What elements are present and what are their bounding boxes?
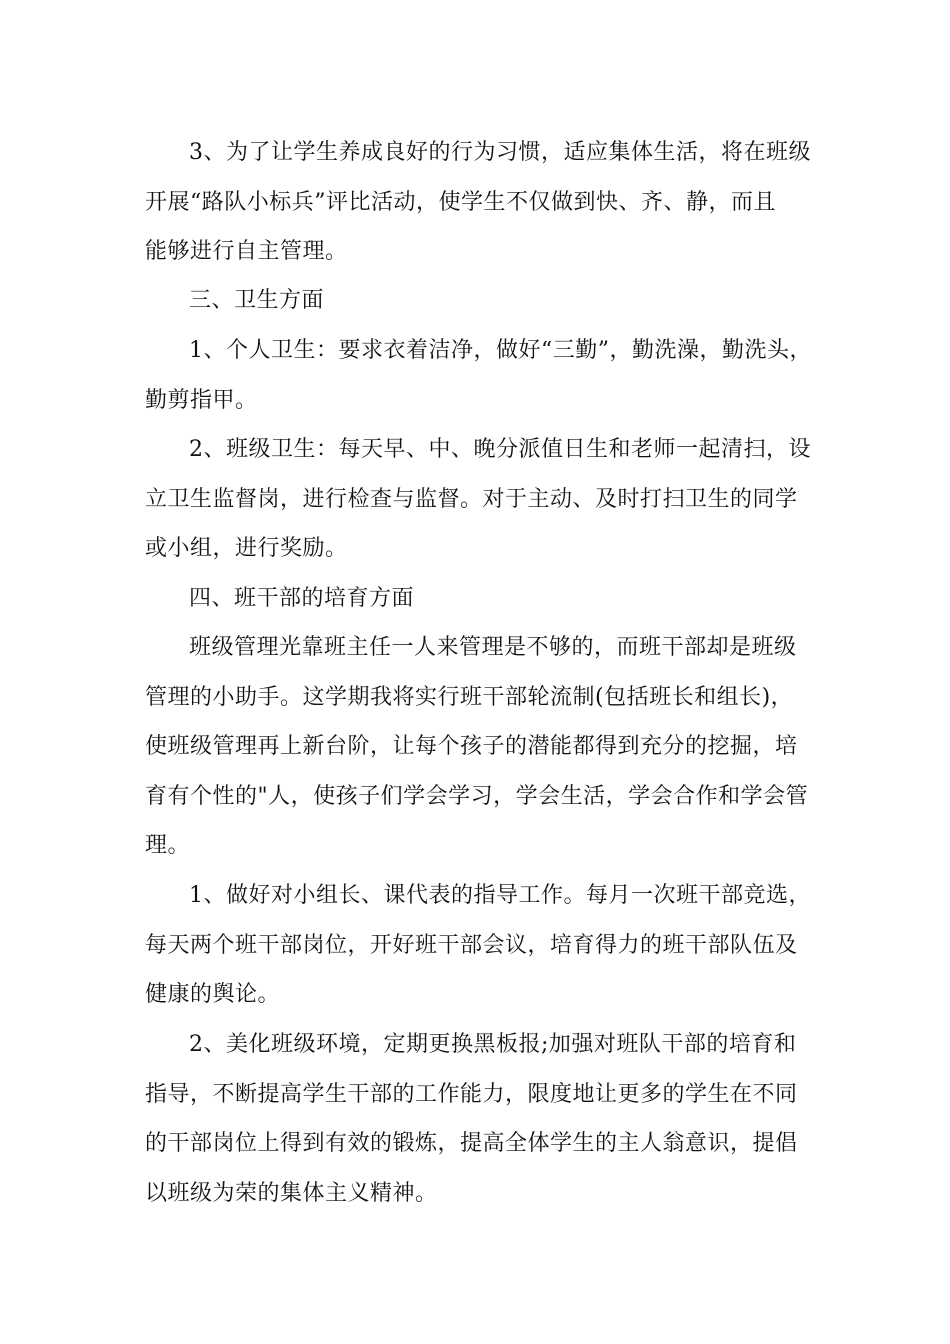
paragraph-group-leaders	[145, 871, 815, 1020]
paragraph-class-environment	[145, 1020, 815, 1218]
text-line: 立卫生监督岗，进行检查与监督。对于主动、及时打扫卫生的同学	[145, 486, 798, 512]
heading-text: 三、卫生方面	[189, 288, 325, 313]
section-heading-hygiene	[145, 276, 815, 326]
text-line: 指导，不断提高学生干部的工作能力，限度地让更多的学生在不同	[145, 1081, 798, 1107]
text-line: 健康的舆论。	[145, 982, 281, 1007]
text-line: 能够进行自主管理。	[145, 239, 348, 264]
text-line: 班级管理光靠班主任一人来管理是不够的，而班干部却是班级	[189, 635, 797, 660]
heading-text: 四、班干部的培育方面	[189, 586, 415, 611]
text-line: 育有个性的"人，使孩子们学会学习，学会生活，学会合作和学会管	[145, 783, 809, 809]
text-line: 理。	[145, 833, 191, 858]
paragraph-class-hygiene	[145, 425, 815, 574]
text-line: 使班级管理再上新台阶，让每个孩子的潜能都得到充分的挖掘，培	[145, 734, 798, 759]
section-heading-class-cadres	[145, 574, 815, 624]
paragraph-behavior-habits	[145, 128, 815, 277]
text-line: 管理的小助手。这学期我将实行班干部轮流制(包括班长和组长)，	[145, 684, 794, 710]
text-line: 开展“路队小标兵”评比活动，使学生不仅做到快、齐、静，而且	[145, 189, 776, 215]
text-line: 以班级为荣的集体主义精神。	[145, 1180, 438, 1206]
text-line: 每天两个班干部岗位，开好班干部会议，培育得力的班干部队伍及	[145, 932, 798, 958]
text-line: 或小组，进行奖励。	[145, 536, 348, 561]
paragraph-personal-hygiene	[145, 326, 815, 425]
text-line: 1、个人卫生：要求衣着洁净，做好“三勤”，勤洗澡，勤洗头，	[189, 338, 812, 363]
text-line: 2、美化班级环境，定期更换黑板报;加强对班队干部的培育和	[189, 1032, 797, 1057]
text-line: 1、做好对小组长、课代表的指导工作。每月一次班干部竞选，	[189, 883, 811, 908]
text-line: 3、为了让学生养成良好的行为习惯，适应集体生活，将在班级	[189, 140, 811, 165]
text-line: 2、班级卫生：每天早、中、晚分派值日生和老师一起清扫，设	[189, 437, 811, 462]
text-line: 的干部岗位上得到有效的锻炼，提高全体学生的主人翁意识，提倡	[145, 1131, 798, 1156]
text-line: 勤剪指甲。	[145, 387, 258, 413]
paragraph-class-management	[145, 623, 815, 871]
